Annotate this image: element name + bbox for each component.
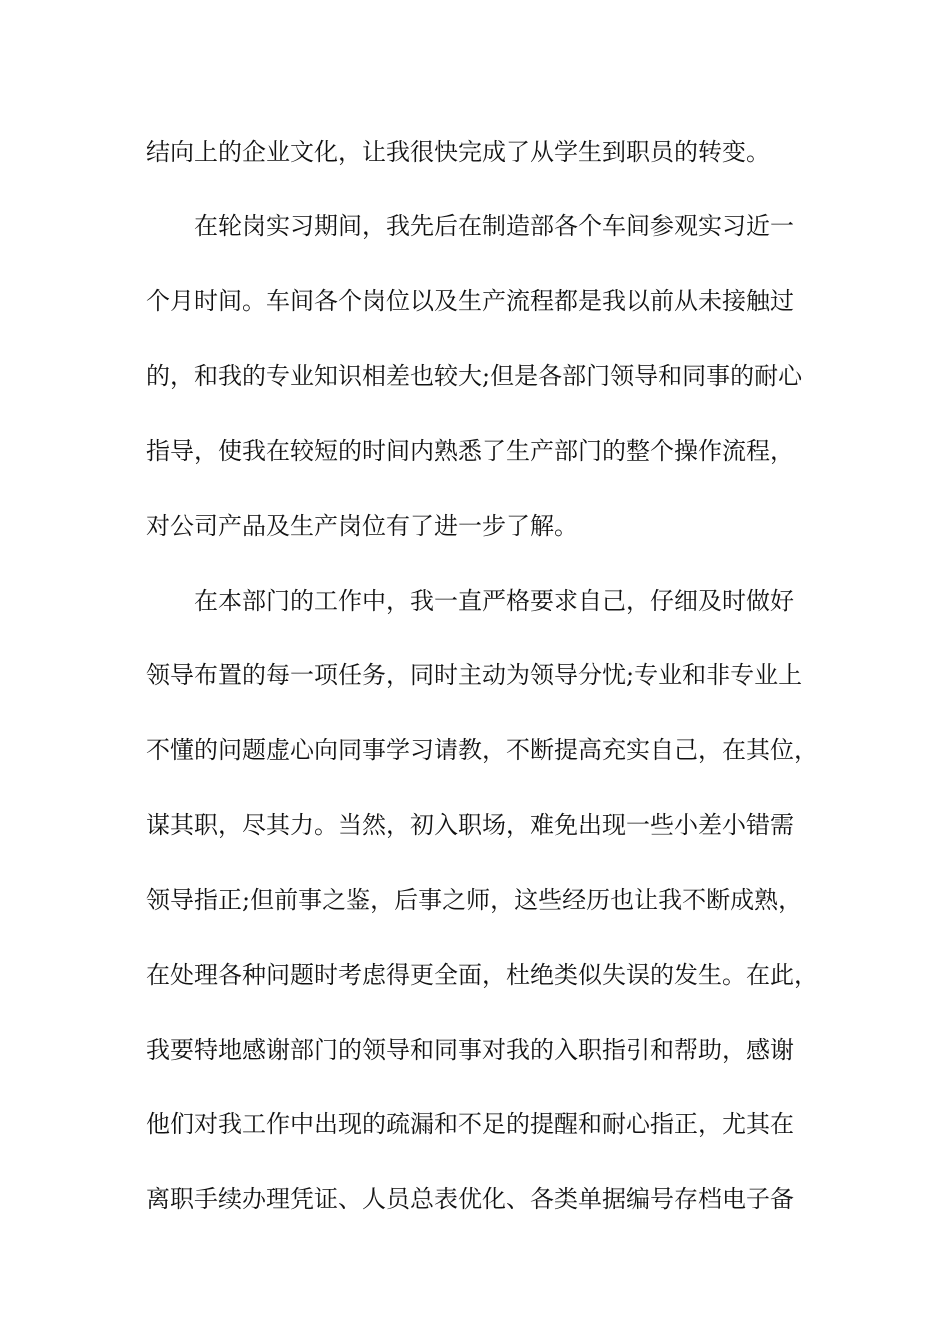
- text-line: 的，和我的专业知识相差也较大;但是各部门领导和同事的耐心: [146, 362, 803, 390]
- text-line: 领导指正;但前事之鉴，后事之师，这些经历也让我不断成熟，: [146, 886, 803, 914]
- text-line: 结向上的企业文化，让我很快完成了从学生到职员的转变。: [146, 138, 770, 166]
- text-line: 个月时间。车间各个岗位以及生产流程都是我以前从未接触过: [146, 287, 794, 315]
- text-line: 不懂的问题虚心向同事学习请教，不断提高充实自己，在其位，: [146, 736, 818, 764]
- text-line: 领导布置的每一项任务，同时主动为领导分忧;专业和非专业上: [146, 661, 803, 689]
- paragraph-start-line: 在轮岗实习期间，我先后在制造部各个车间参观实习近一: [194, 212, 794, 240]
- text-line: 他们对我工作中出现的疏漏和不足的提醒和耐心指正，尤其在: [146, 1110, 794, 1138]
- text-line: 谋其职，尽其力。当然，初入职场，难免出现一些小差小错需: [146, 811, 794, 839]
- text-line: 我要特地感谢部门的领导和同事对我的入职指引和帮助，感谢: [146, 1036, 794, 1064]
- text-line: 在处理各种问题时考虑得更全面，杜绝类似失误的发生。在此，: [146, 961, 818, 989]
- text-line: 离职手续办理凭证、人员总表优化、各类单据编号存档电子备: [146, 1185, 794, 1213]
- text-line: 指导，使我在较短的时间内熟悉了生产部门的整个操作流程，: [146, 437, 794, 465]
- paragraph-start-line: 在本部门的工作中，我一直严格要求自己，仔细及时做好: [194, 587, 794, 615]
- text-line: 对公司产品及生产岗位有了进一步了解。: [146, 512, 578, 540]
